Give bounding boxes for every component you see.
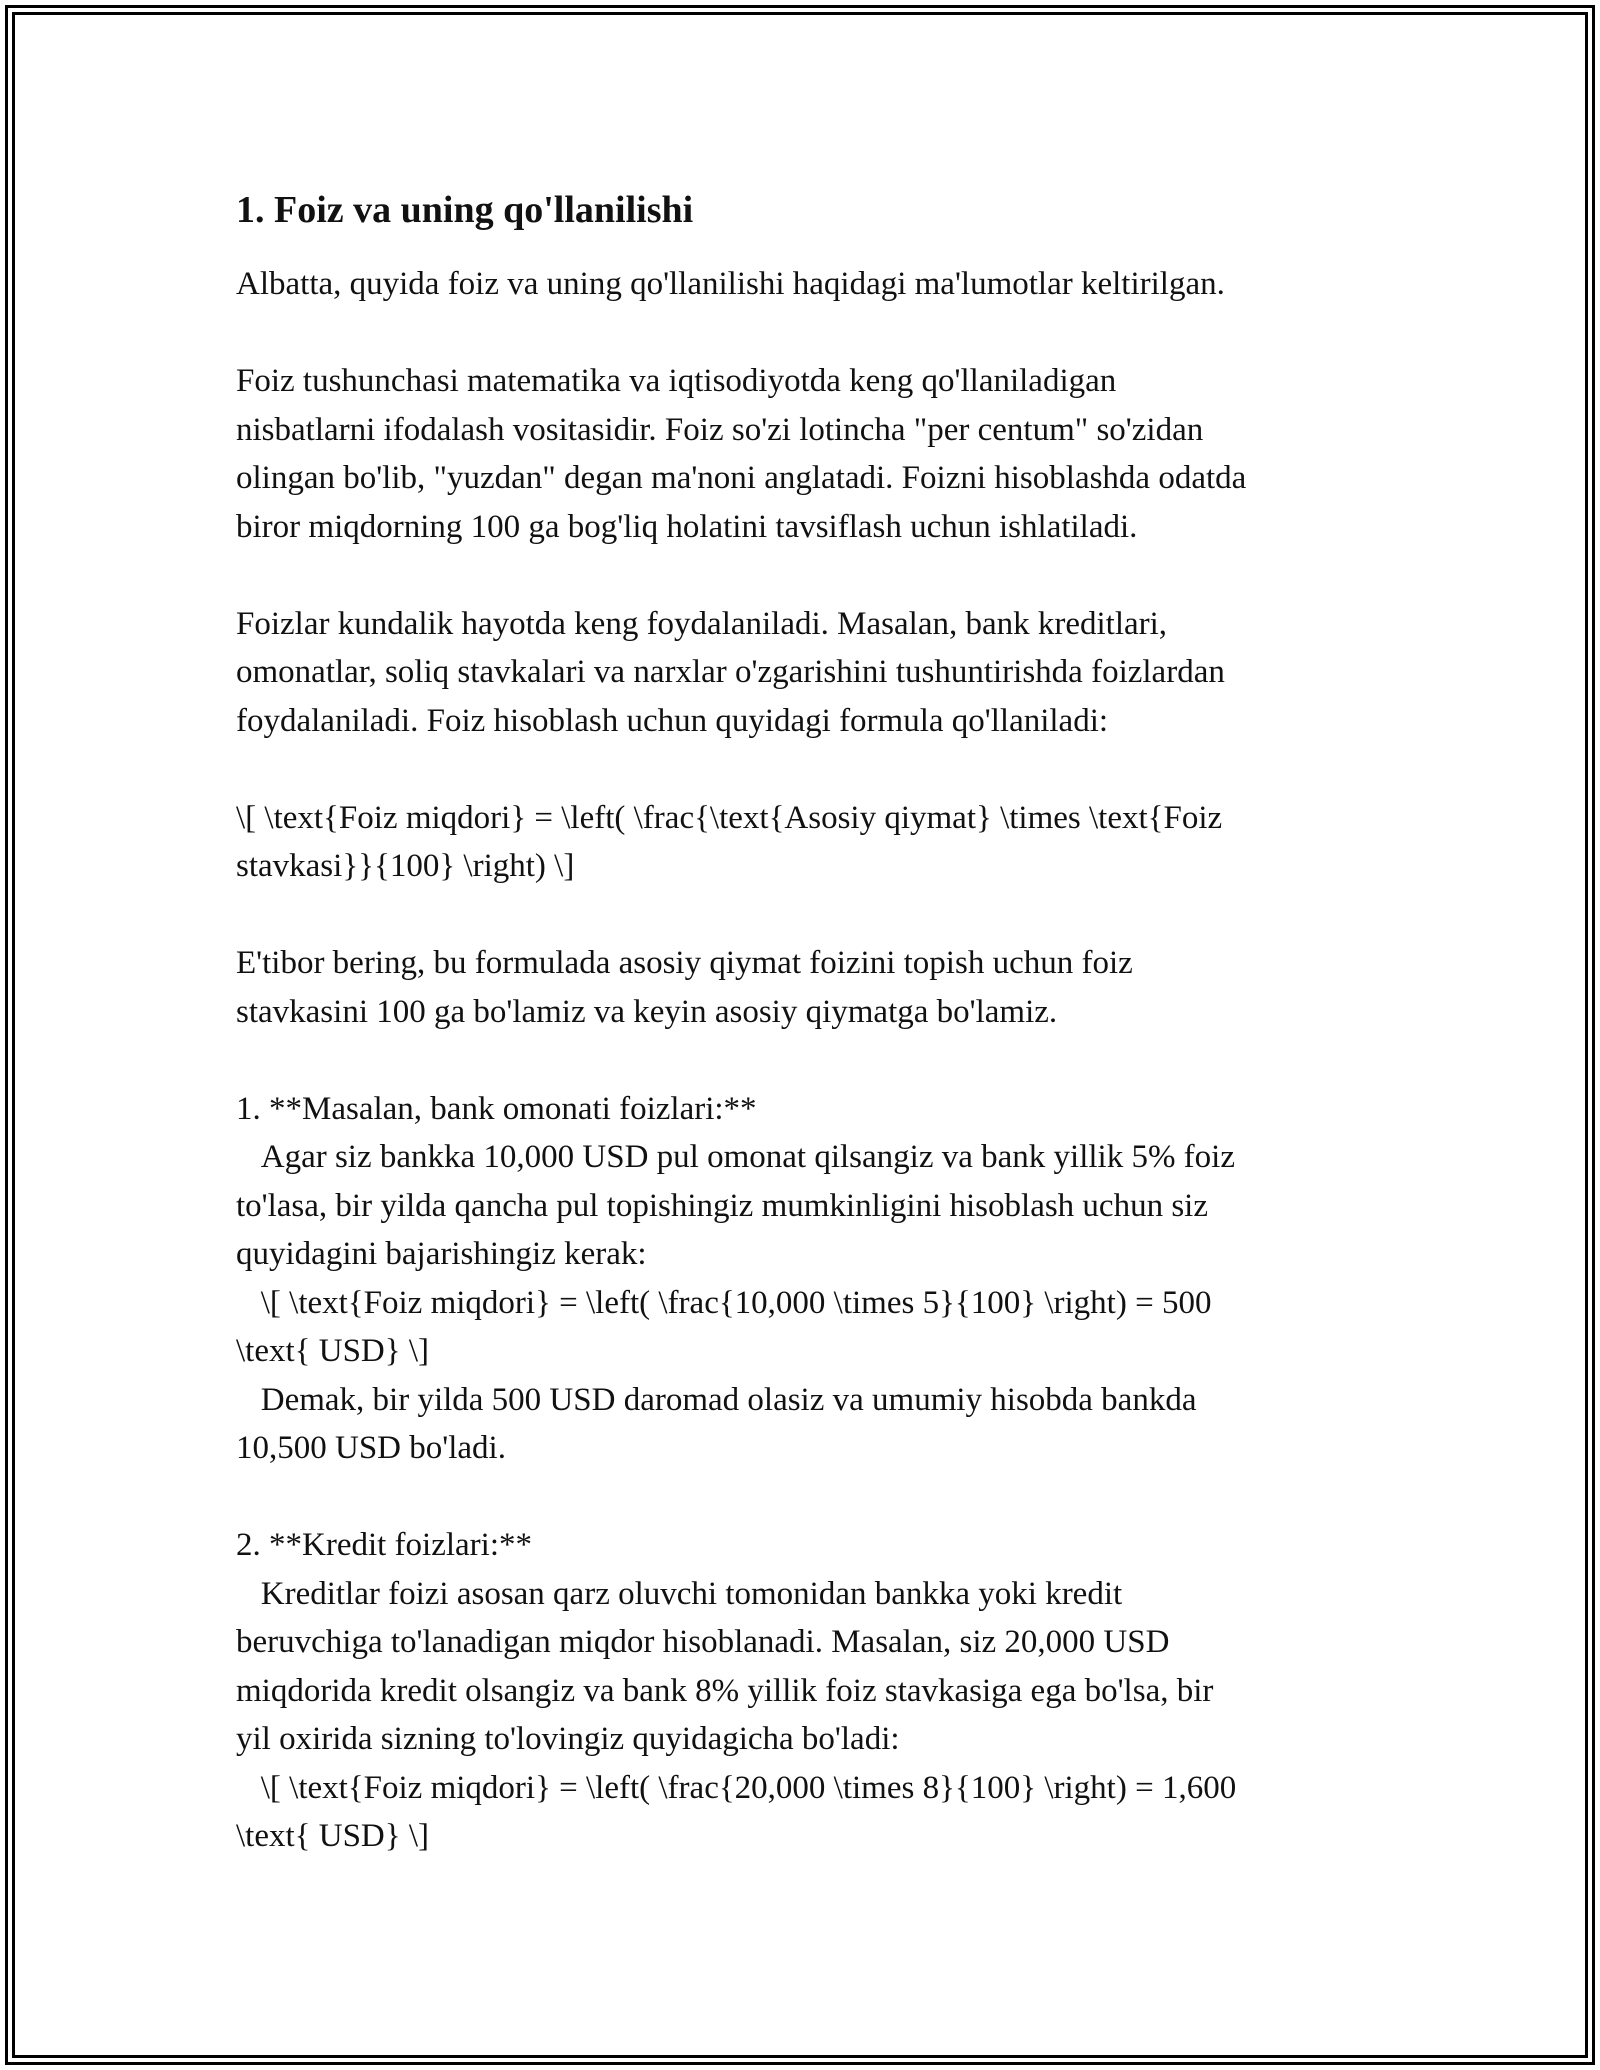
paragraph bbox=[236, 794, 1366, 891]
paragraph bbox=[236, 1521, 1366, 1861]
text-line: omonatlar, soliq stavkalari va narxlar o'zgarishini tushuntirishda foizlardan bbox=[236, 654, 1225, 690]
text-line: 1. **Masalan, bank omonati foizlari:** bbox=[236, 1090, 757, 1127]
document-title: 1. Foiz va uning qo'llanilishi bbox=[236, 189, 694, 231]
text-line: 10,500 USD bo'ladi. bbox=[236, 1430, 506, 1466]
text-line: yil oxirida sizning to'lovingiz quyidagicha bo'ladi: bbox=[236, 1721, 900, 1757]
text-line: Kreditlar foizi asosan qarz oluvchi tomonidan bankka yoki kredit bbox=[236, 1575, 1123, 1612]
text-line: nisbatlarni ifodalash vositasidir. Foiz so'zi lotincha "per centum" so'zidan bbox=[236, 411, 1204, 448]
paragraph-list bbox=[236, 260, 1366, 1861]
text-line: quyidagini bajarishingiz kerak: bbox=[236, 1236, 647, 1272]
document-body bbox=[236, 186, 1366, 1909]
text-line: Demak, bir yilda 500 USD daromad olasiz va umumiy hisobda bankda bbox=[236, 1381, 1197, 1418]
text-line: E'tibor bering, bu formulada asosiy qiymat foizini topish uchun foiz bbox=[236, 945, 1133, 981]
text-line: \[ \text{Foiz miqdori} = \left( \frac{\text{Asosiy qiymat} \times \text{Foiz bbox=[236, 799, 1223, 836]
paragraph bbox=[236, 600, 1366, 746]
text-line: 2. **Kredit foizlari:** bbox=[236, 1527, 533, 1563]
text-line: \[ \text{Foiz miqdori} = \left( \frac{10,000 \times 5}{100} \right) = 500 bbox=[236, 1284, 1212, 1321]
text-line: Foiz tushunchasi matematika va iqtisodiyotda keng qo'llaniladigan bbox=[236, 363, 1117, 399]
text-line: \[ \text{Foiz miqdori} = \left( \frac{20,000 \times 8}{100} \right) = 1,600 bbox=[236, 1769, 1237, 1806]
text-line: \text{ USD} \] bbox=[236, 1818, 430, 1854]
text-line: stavkasi}}{100} \right) \] bbox=[236, 848, 575, 884]
text-line: olingan bo'lib, "yuzdan" degan ma'noni anglatadi. Foizni hisoblashda odatda bbox=[236, 460, 1247, 496]
text-line: stavkasini 100 ga bo'lamiz va keyin asosiy qiymatga bo'lamiz. bbox=[236, 993, 1058, 1030]
text-line: foydalaniladi. Foiz hisoblash uchun quyidagi formula qo'llaniladi: bbox=[236, 702, 1109, 739]
text-line: Foizlar kundalik hayotda keng foydalaniladi. Masalan, bank kreditlari, bbox=[236, 605, 1168, 642]
text-line: \text{ USD} \] bbox=[236, 1333, 430, 1369]
paragraph bbox=[236, 939, 1366, 1036]
text-line: Agar siz bankka 10,000 USD pul omonat qilsangiz va bank yillik 5% foiz bbox=[236, 1139, 1235, 1175]
text-line: biror miqdorning 100 ga bog'liq holatini tavsiflash uchun ishlatiladi. bbox=[236, 508, 1138, 545]
paragraph bbox=[236, 1085, 1366, 1473]
text-line: to'lasa, bir yilda qancha pul topishingiz mumkinligini hisoblash uchun siz bbox=[236, 1187, 1208, 1224]
text-line: miqdorida kredit olsangiz va bank 8% yillik foiz stavkasiga ega bo'lsa, bir bbox=[236, 1672, 1214, 1709]
paragraph bbox=[236, 357, 1366, 551]
text-line: beruvchiga to'lanadigan miqdor hisoblanadi. Masalan, siz 20,000 USD bbox=[236, 1624, 1170, 1660]
paragraph bbox=[236, 260, 1366, 309]
text-line: Albatta, quyida foiz va uning qo'llanilishi haqidagi ma'lumotlar keltirilgan. bbox=[236, 266, 1225, 302]
